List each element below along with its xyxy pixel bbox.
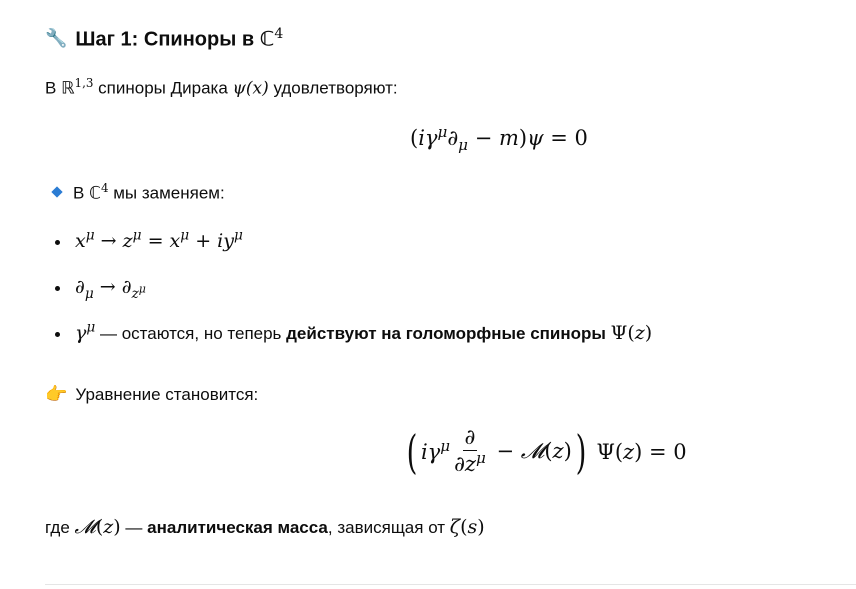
replacement-list [55,227,653,346]
step-heading [45,26,283,52]
list-item: $\partial_\mu \to \partial_{z^\mu}$ [55,276,652,300]
intro-paragraph: В ℝ$^{1,3}$ спиноры Дирака ψ(x) удовлетворяют: [45,76,398,99]
equation-intro: 👉 Уравнение становится: [45,384,259,404]
blue-diamond-icon [51,187,62,198]
replacement-intro: В ℂ$^4$ мы заменяем: [53,181,225,204]
heading-text: Шаг 1: Спиноры в ℂ$^4$ [75,26,284,51]
list-item: $\gamma^\mu$ — остаются, но теперь действуют на голоморфные спиноры Ψ(z) [55,322,652,346]
list-item: $x^\mu \to z^\mu = x^\mu + iy^\mu$ [55,230,652,254]
divider [45,584,856,585]
holomorphic-equation: ( $i\gamma^\mu$ $\frac{\partial}{\partial z^\mu}$ − 𝓜(z) ) Ψ(z) = 0 [406,424,687,479]
psi-x-formula: ψ(x) [232,78,269,99]
pointing-hand-icon: 👉 [45,384,68,404]
dirac-equation: $(i\gamma^\mu\partial_\mu - m)\psi = 0$ [410,123,588,155]
wrench-icon: 🔧 [45,28,68,49]
conclusion-paragraph: где 𝓜(z) — аналитическая масса, зависящая от ζ(s) [45,516,485,538]
